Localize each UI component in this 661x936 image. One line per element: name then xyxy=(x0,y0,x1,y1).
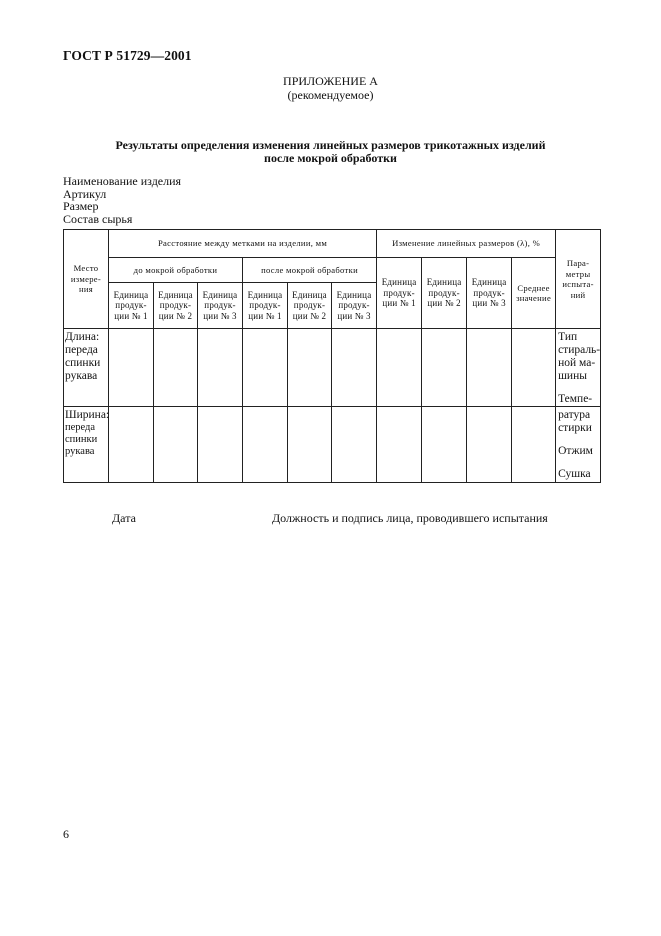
header-after-wet-treatment: после мокрой обработки xyxy=(243,258,377,283)
document-title xyxy=(0,139,661,165)
row-label-length: Длина: переда спинки рукава xyxy=(64,329,109,407)
header-change-unit-1: Единица продук- ции № 1 xyxy=(377,258,422,329)
cell-width-before-2 xyxy=(154,407,198,483)
params-cell-upper: Тип стираль- ной ма- шины Темпе- xyxy=(556,329,601,407)
cell-length-after-3 xyxy=(332,329,377,407)
header-linear-size-change: Изменение линейных размеров (λ), % xyxy=(377,230,556,258)
header-after-unit-3: Единица продук- ции № 3 xyxy=(332,283,377,329)
cell-width-before-1 xyxy=(109,407,154,483)
row-label-width: Ширина: переда спинки рукава xyxy=(64,407,109,483)
cell-width-before-3 xyxy=(198,407,243,483)
header-distance-between-marks: Расстояние между метками на изделии, мм xyxy=(109,230,377,258)
cell-width-change-2 xyxy=(422,407,467,483)
cell-length-after-1 xyxy=(243,329,288,407)
document-title-line-1: Результаты определения изменения линейных размеров трикотажных изделий xyxy=(115,138,546,152)
header-after-unit-1: Единица продук- ции № 1 xyxy=(243,283,288,329)
cell-length-change-3 xyxy=(467,329,512,407)
document-header-standard: ГОСТ Р 51729—2001 xyxy=(63,48,192,63)
header-after-unit-2: Единица продук- ции № 2 xyxy=(288,283,332,329)
product-fields xyxy=(63,175,181,226)
cell-width-after-2 xyxy=(288,407,332,483)
cell-length-change-2 xyxy=(422,329,467,407)
field-composition: Состав сырья xyxy=(63,212,133,227)
signature-position-label: Должность и подпись лица, проводившего испытания xyxy=(272,511,548,525)
params-cell-lower: ратура стирки Отжим Сушка xyxy=(556,407,601,483)
header-before-unit-1: Единица продук- ции № 1 xyxy=(109,283,154,329)
header-average-value: Среднее значение xyxy=(512,258,556,329)
document-title-line-2: после мокрой обработки xyxy=(264,151,397,165)
cell-length-average xyxy=(512,329,556,407)
cell-length-after-2 xyxy=(288,329,332,407)
cell-width-change-3 xyxy=(467,407,512,483)
page-number: 6 xyxy=(63,827,69,841)
results-table xyxy=(63,229,601,483)
cell-width-after-3 xyxy=(332,407,377,483)
cell-length-before-3 xyxy=(198,329,243,407)
cell-width-change-1 xyxy=(377,407,422,483)
cell-width-after-1 xyxy=(243,407,288,483)
field-size: Размер xyxy=(63,199,99,214)
header-before-wet-treatment: до мокрой обработки xyxy=(109,258,243,283)
header-measurement-place: Место измере- ния xyxy=(64,230,109,329)
field-product-name: Наименование изделия xyxy=(63,174,182,188)
header-before-unit-3: Единица продук- ции № 3 xyxy=(198,283,243,329)
appendix-subtitle: (рекомендуемое) xyxy=(287,88,374,102)
header-change-unit-2: Единица продук- ции № 2 xyxy=(422,258,467,329)
cell-width-average xyxy=(512,407,556,483)
field-article: Артикул xyxy=(63,186,107,201)
cell-length-change-1 xyxy=(377,329,422,407)
cell-length-before-1 xyxy=(109,329,154,407)
appendix-title: ПРИЛОЖЕНИЕ А xyxy=(283,74,378,88)
header-change-unit-3: Единица продук- ции № 3 xyxy=(467,258,512,329)
header-before-unit-2: Единица продук- ции № 2 xyxy=(154,283,198,329)
appendix-heading xyxy=(0,74,661,102)
signature-date-label: Дата xyxy=(112,511,136,525)
header-test-parameters: Пара- метры испыта- ний xyxy=(556,230,601,329)
cell-length-before-2 xyxy=(154,329,198,407)
